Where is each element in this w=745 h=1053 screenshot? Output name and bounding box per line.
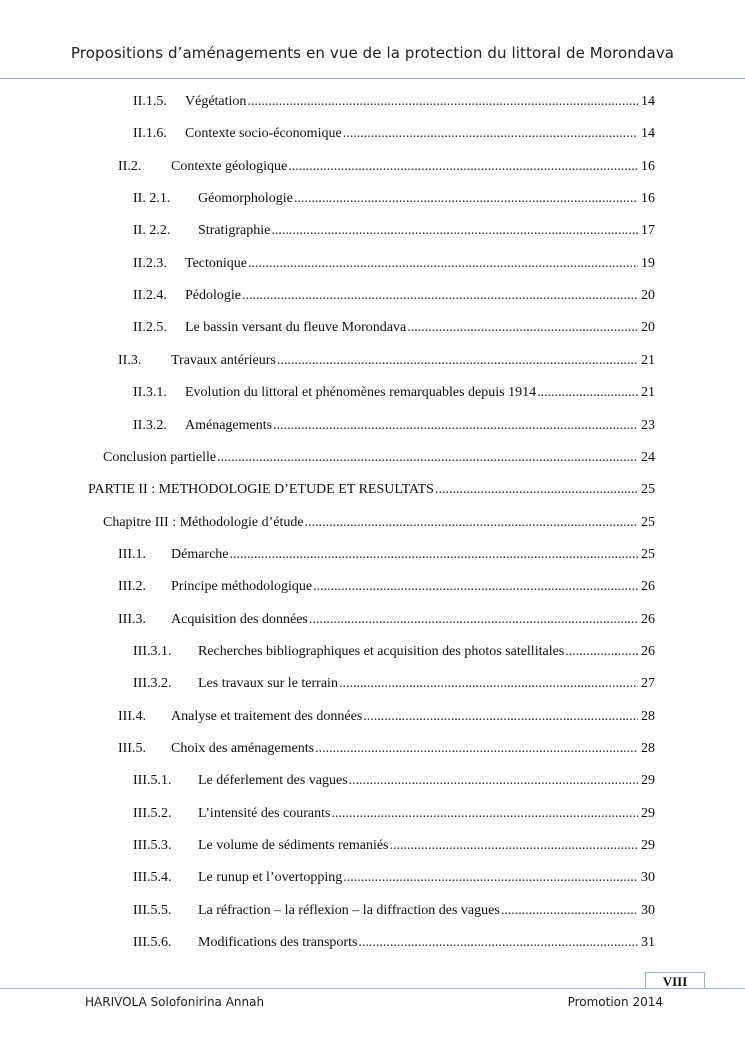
toc-entry[interactable] bbox=[133, 773, 655, 793]
toc-entry-page: 26 bbox=[641, 643, 655, 659]
toc-entry-page: 30 bbox=[641, 902, 655, 918]
toc-entry-number: II.3.1. bbox=[133, 385, 167, 401]
toc-entry-page: 26 bbox=[641, 579, 655, 595]
toc-dot-leader bbox=[358, 935, 638, 951]
toc-entry[interactable] bbox=[118, 159, 655, 179]
toc-entry[interactable] bbox=[133, 288, 655, 308]
toc-entry-title: Travaux antérieurs bbox=[171, 352, 276, 368]
toc-entry-number: III.3.1. bbox=[133, 643, 172, 659]
toc-entry-page: 25 bbox=[641, 546, 655, 562]
toc-entry-number: III.3. bbox=[118, 611, 146, 627]
toc-entry-page: 14 bbox=[641, 126, 655, 142]
toc-entry-number: II.3.2. bbox=[133, 417, 167, 433]
toc-entry-number: III.5.3. bbox=[133, 838, 172, 854]
toc-entry-number: III.5.1. bbox=[133, 773, 172, 789]
toc-entry[interactable] bbox=[103, 515, 655, 535]
toc-entry[interactable] bbox=[133, 838, 655, 858]
toc-entry[interactable] bbox=[133, 903, 655, 923]
toc-entry[interactable] bbox=[118, 741, 655, 761]
toc-dot-leader bbox=[565, 644, 638, 660]
toc-entry-title: Végétation bbox=[185, 94, 247, 109]
toc-entry[interactable] bbox=[118, 612, 655, 632]
toc-dot-leader bbox=[288, 159, 638, 175]
toc-entry[interactable] bbox=[133, 94, 655, 114]
toc-entry-number: II.1.6. bbox=[133, 126, 167, 142]
toc-dot-leader bbox=[363, 709, 638, 725]
toc-entry-page: 25 bbox=[641, 482, 655, 498]
toc-entry-page: 17 bbox=[641, 223, 655, 239]
toc-entry-title: Les travaux sur le terrain bbox=[198, 676, 338, 692]
toc-dot-leader bbox=[271, 223, 638, 239]
toc-entry-page: 27 bbox=[641, 676, 655, 692]
toc-entry-title: Evolution du littoral et phénomènes remarquables depuis 1914 bbox=[185, 385, 537, 401]
toc-entry-number: II.1.5. bbox=[133, 94, 167, 109]
toc-dot-leader bbox=[248, 256, 638, 272]
page-header-title: Propositions d’aménagements en vue de la protection du littoral de Morondava bbox=[70, 44, 675, 62]
toc-entry-page: 23 bbox=[641, 417, 655, 433]
toc-entry-page: 29 bbox=[641, 805, 655, 821]
toc-entry-page: 31 bbox=[641, 935, 655, 951]
toc-entry[interactable] bbox=[133, 385, 655, 405]
toc-entry-number: III.2. bbox=[118, 579, 146, 595]
toc-dot-leader bbox=[273, 418, 638, 434]
page-number: VIII bbox=[645, 972, 705, 989]
toc-entry[interactable] bbox=[118, 353, 655, 373]
toc-entry-title: Conclusion partielle bbox=[103, 449, 217, 465]
toc-entry-title: Le volume de sédiments remaniés bbox=[198, 838, 389, 854]
toc-entry-page: 29 bbox=[641, 773, 655, 789]
toc-entry-title: PARTIE II : METHODOLOGIE D’ETUDE ET RESULTATS bbox=[88, 482, 434, 498]
toc-entry-page: 14 bbox=[641, 94, 655, 109]
toc-dot-leader bbox=[230, 547, 638, 563]
toc-entry[interactable] bbox=[118, 579, 655, 599]
toc-dot-leader bbox=[277, 353, 638, 369]
toc-entry[interactable] bbox=[103, 450, 655, 470]
toc-entry-title: Tectonique bbox=[185, 255, 247, 271]
toc-entry-number: III.1. bbox=[118, 546, 146, 562]
toc-entry-page: 21 bbox=[641, 352, 655, 368]
toc-entry-title: Chapitre III : Méthodologie d’étude bbox=[103, 514, 304, 530]
toc-entry-number: II.2.4. bbox=[133, 288, 167, 304]
toc-entry-number: II.2.5. bbox=[133, 320, 167, 336]
toc-entry-page: 29 bbox=[641, 838, 655, 854]
toc-entry-number: III.5.6. bbox=[133, 935, 172, 951]
toc-entry-page: 19 bbox=[641, 255, 655, 271]
toc-entry-page: 28 bbox=[641, 741, 655, 756]
toc-entry-title: Le runup et l’overtopping bbox=[198, 870, 343, 886]
toc-entry-number: III.5.4. bbox=[133, 870, 172, 886]
toc-entry-title: Le bassin versant du fleuve Morondava bbox=[185, 320, 407, 336]
toc-dot-leader bbox=[309, 612, 638, 628]
footer-promotion: Promotion 2014 bbox=[567, 995, 663, 1009]
toc-entry-title: Stratigraphie bbox=[198, 223, 271, 239]
toc-dot-leader bbox=[331, 806, 638, 822]
footer-divider bbox=[0, 988, 745, 989]
toc-dot-leader bbox=[242, 288, 638, 304]
toc-dot-leader bbox=[339, 676, 638, 692]
toc-dot-leader bbox=[390, 838, 639, 854]
toc-entry-title: Principe méthodologique bbox=[171, 579, 313, 595]
footer-author: HARIVOLA Solofonirina Annah bbox=[85, 995, 265, 1009]
toc-entry-page: 25 bbox=[641, 514, 655, 530]
toc-entry-page: 21 bbox=[641, 385, 655, 401]
toc-entry-number: III.5.5. bbox=[133, 902, 172, 918]
toc-entry[interactable] bbox=[133, 191, 655, 211]
toc-entry[interactable] bbox=[133, 644, 655, 664]
toc-entry-page: 28 bbox=[641, 708, 655, 724]
toc-entry-number: II. 2.1. bbox=[133, 191, 171, 207]
toc-entry[interactable] bbox=[118, 547, 655, 567]
toc-entry[interactable] bbox=[133, 126, 655, 146]
toc-entry-title: Aménagements bbox=[185, 417, 273, 433]
toc-entry-number: III.5.2. bbox=[133, 805, 172, 821]
toc-entry-page: 16 bbox=[641, 158, 655, 174]
toc-dot-leader bbox=[294, 191, 638, 207]
toc-entry-title: Choix des aménagements bbox=[171, 741, 315, 756]
toc-dot-leader bbox=[247, 94, 638, 110]
toc-entry-title: Géomorphologie bbox=[198, 191, 293, 207]
toc-entry-title: Acquisition des données bbox=[171, 611, 308, 627]
toc-dot-leader bbox=[343, 126, 638, 142]
toc-entry-number: III.5. bbox=[118, 741, 146, 756]
toc-entry-number: II. 2.2. bbox=[133, 223, 171, 239]
toc-entry-number: II.3. bbox=[118, 352, 142, 368]
toc-dot-leader bbox=[501, 903, 638, 919]
toc-entry-title: Contexte géologique bbox=[171, 158, 288, 174]
toc-entry-page: 20 bbox=[641, 320, 655, 336]
toc-entry[interactable] bbox=[133, 676, 655, 696]
toc-dot-leader bbox=[349, 773, 638, 789]
toc-dot-leader bbox=[313, 579, 638, 595]
toc-entry-number: III.4. bbox=[118, 708, 146, 724]
toc-entry-number: II.2. bbox=[118, 158, 142, 174]
toc-entry-title: Le déferlement des vagues bbox=[198, 773, 348, 789]
toc-entry[interactable] bbox=[133, 935, 655, 955]
toc-dot-leader bbox=[435, 482, 638, 498]
toc-entry-number: II.2.3. bbox=[133, 255, 167, 271]
toc-entry[interactable] bbox=[133, 256, 655, 276]
toc-entry-title: Contexte socio-économique bbox=[185, 126, 342, 142]
toc-entry[interactable] bbox=[133, 418, 655, 438]
toc-dot-leader bbox=[407, 320, 638, 336]
toc-entry[interactable] bbox=[88, 482, 655, 502]
toc-entry-title: La réfraction – la réflexion – la diffraction des vagues bbox=[198, 902, 500, 918]
toc-entry-title: Recherches bibliographiques et acquisition des photos satellitales bbox=[198, 643, 565, 659]
toc-entry-page: 20 bbox=[641, 288, 655, 304]
toc-dot-leader bbox=[343, 870, 638, 886]
toc-entry-page: 30 bbox=[641, 870, 655, 886]
toc-entry[interactable] bbox=[133, 870, 655, 890]
toc-dot-leader bbox=[217, 450, 638, 466]
toc-dot-leader bbox=[315, 741, 638, 757]
toc-entry-page: 16 bbox=[641, 191, 655, 207]
toc-entry[interactable] bbox=[118, 709, 655, 729]
toc-entry-title: Démarche bbox=[171, 546, 229, 562]
toc-entry[interactable] bbox=[133, 806, 655, 826]
toc-entry-page: 24 bbox=[641, 449, 655, 465]
toc-entry-page: 26 bbox=[641, 611, 655, 627]
toc-entry-title: L’intensité des courants bbox=[198, 805, 331, 821]
toc-entry[interactable] bbox=[133, 320, 655, 340]
toc-dot-leader bbox=[537, 385, 638, 401]
toc-entry-title: Modifications des transports bbox=[198, 935, 358, 951]
toc-entry-title: Analyse et traitement des données bbox=[171, 708, 363, 724]
toc-entry[interactable] bbox=[133, 223, 655, 243]
toc-dot-leader bbox=[305, 515, 638, 531]
toc-entry-title: Pédologie bbox=[185, 288, 241, 304]
header-divider bbox=[0, 78, 745, 79]
toc-entry-number: III.3.2. bbox=[133, 676, 172, 692]
